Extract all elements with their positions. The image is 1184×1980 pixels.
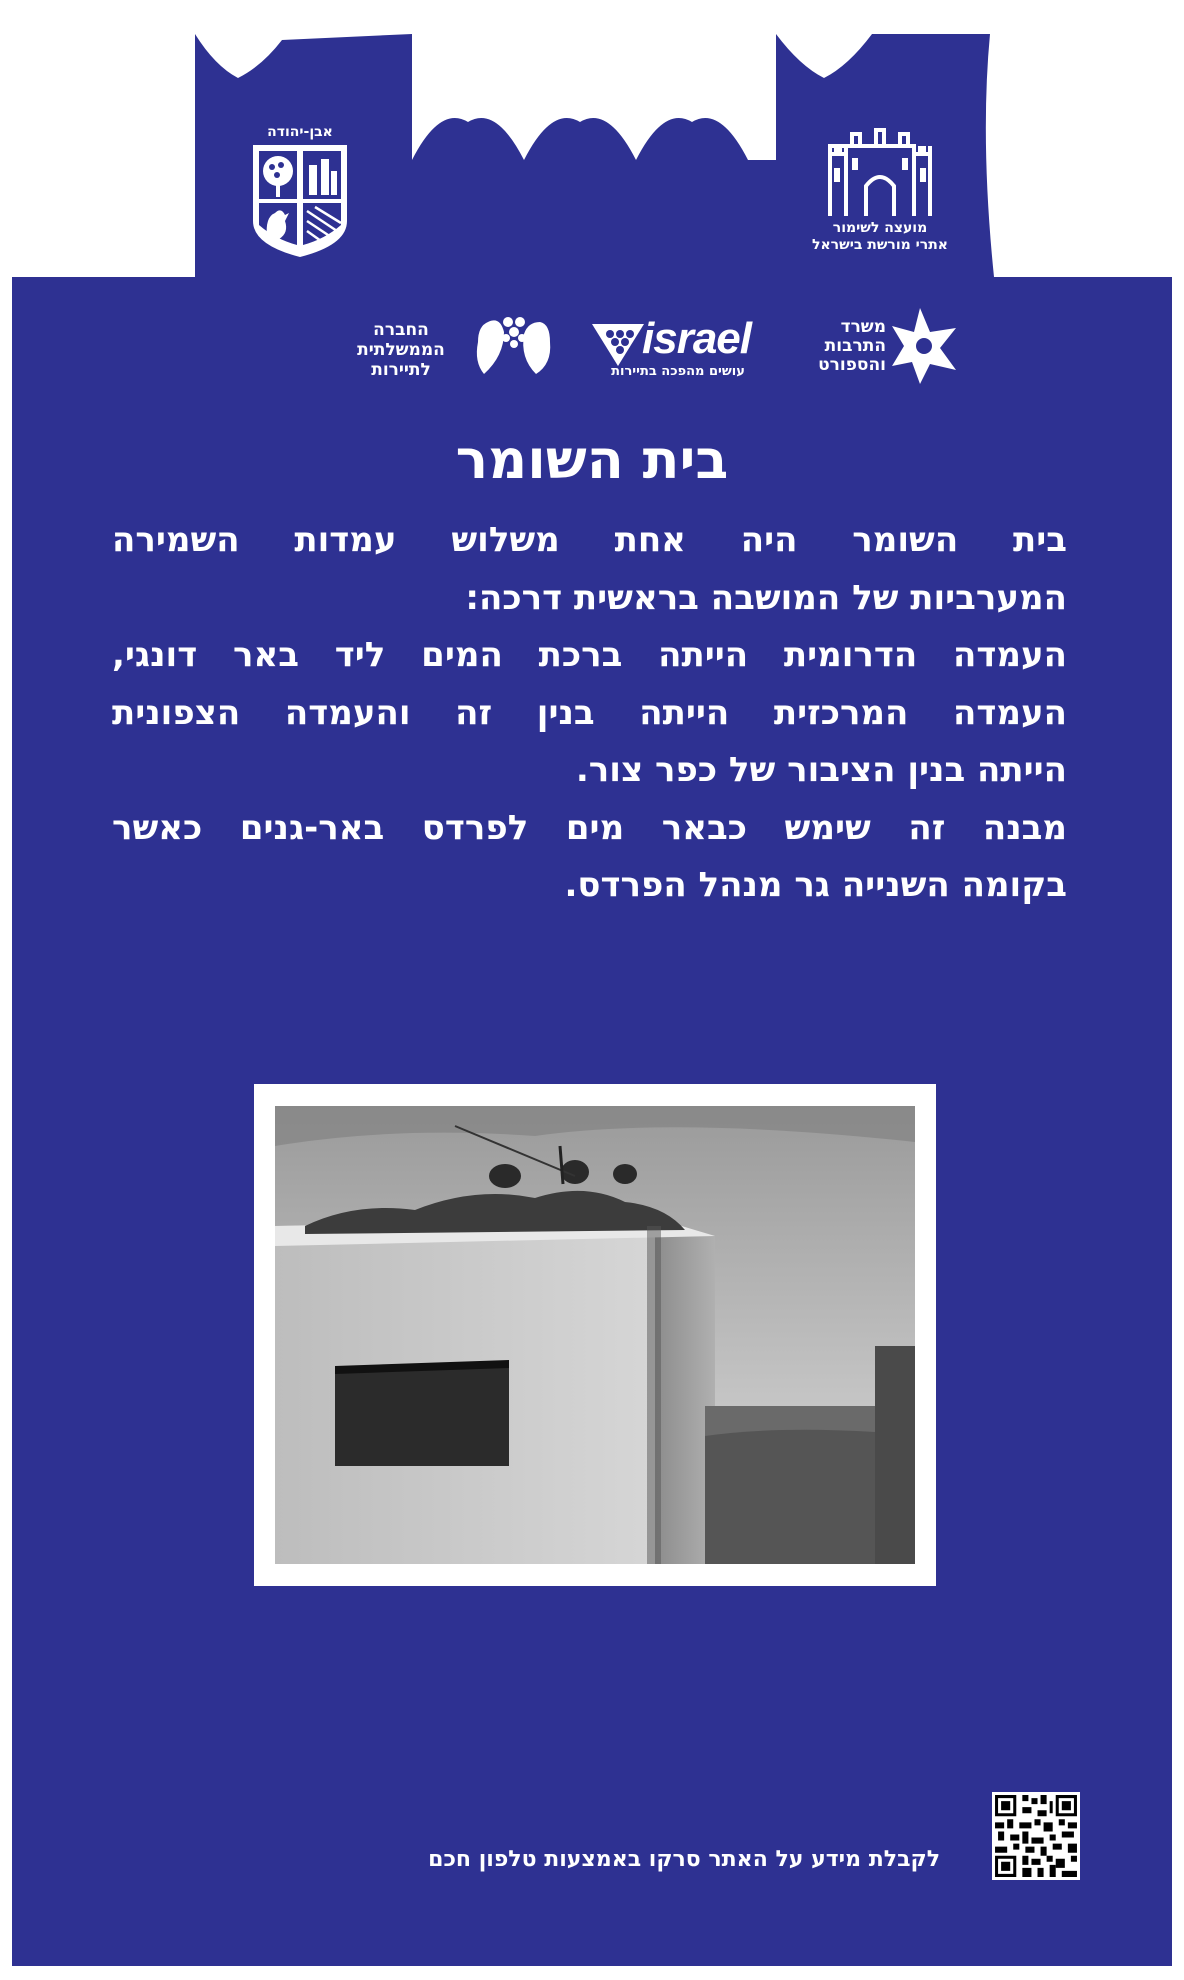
photo-frame (254, 1084, 936, 1586)
even-yehuda-caption: אבן-יהודה (267, 124, 333, 140)
ministry-line2: התרבות (824, 336, 886, 356)
israel-tagline: עושים מהפכה בתיירות (611, 364, 745, 379)
ministry-culture-logo (798, 306, 958, 386)
body-line-2: המערביות של המושבה בראשית דרכה: (465, 577, 1067, 618)
municipal-emblem-icon (245, 141, 355, 259)
heritage-council-line1: מועצה לשימור (832, 220, 928, 236)
qr-code-graphic (992, 1792, 1080, 1880)
ministry-line3: והספורט (818, 355, 886, 375)
qr-code-icon[interactable] (992, 1792, 1080, 1880)
body-text (112, 512, 1067, 915)
israel-wordmark: israel (642, 314, 751, 363)
ministry-line1: משרד (840, 317, 886, 337)
grapes-icon (590, 320, 646, 370)
footer-scan-text: לקבלת מידע על האתר סרקו באמצעות טלפון חכם (428, 1847, 940, 1872)
heritage-council-logo (800, 124, 960, 264)
body-line-4: העמדה המרכזית הייתה בנין זה והעמדה הצפונית (112, 692, 1067, 733)
tourism-line2: הממשלתית (357, 340, 445, 360)
heritage-gate-icon (800, 124, 960, 220)
tourism-figures-icon (470, 312, 556, 382)
even-yehuda-logo (245, 124, 355, 260)
heritage-council-line2: אתרי מורשת בישראל (812, 237, 948, 253)
body-line-5: הייתה בנין הציבור של כפר צור. (575, 750, 1067, 790)
body-line-1: בית השומר היה אחת משלוש עמדות השמירה (112, 520, 1067, 560)
body-line-7: בקומה השנייה גר מנהל הפרדס. (564, 865, 1067, 905)
tourism-line3: לתיירות (371, 360, 431, 380)
israel-tourism-logo (584, 314, 774, 384)
body-line-3: העמדה הדרומית הייתה ברכת המים ליד באר דונגי, (112, 635, 1067, 675)
body-line-6: מבנה זה שימש כבאר מים לפרדס באר-גנים כאשר (112, 807, 1067, 848)
historical-photo (275, 1106, 915, 1564)
government-tourism-logo (346, 312, 556, 392)
page-title: בית השומר (455, 428, 729, 491)
tourism-line1: החברה (373, 320, 429, 340)
star-icon (890, 306, 960, 386)
